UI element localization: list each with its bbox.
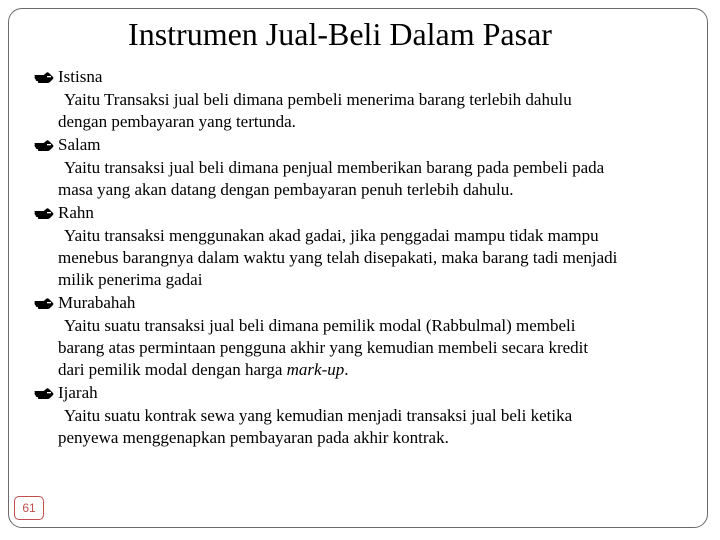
list-item-istisna — [34, 66, 694, 133]
hand-pointing-bullet-icon — [34, 296, 54, 310]
list-item-rahn — [34, 202, 694, 291]
list-item-heading: Murabahah — [58, 293, 136, 312]
page-number-badge: 61 — [14, 496, 44, 520]
hand-pointing-bullet-icon — [34, 138, 54, 152]
list-item-heading: Istisna — [58, 67, 103, 86]
list-item-description: Yaitu transaksi jual beli dimana penjual memberikan barang pada pembeli pada masa yang akan datang dengan pembayaran penuh terlebih dahulu. — [58, 158, 605, 199]
slide-title: Instrumen Jual-Beli Dalam Pasar — [128, 16, 552, 52]
list-item-description: Yaitu transaksi menggunakan akad gadai, jika penggadai mampu tidak mampu menebus barangnya dalam waktu yang telah disepakati, maka barang tadi menjadi milik penerima gadai — [58, 226, 618, 289]
instrument-list — [34, 66, 694, 450]
hand-pointing-bullet-icon — [34, 70, 54, 84]
list-item-salam — [34, 134, 694, 201]
list-item-murabahah — [34, 292, 694, 381]
list-item-ijarah — [34, 382, 694, 449]
list-item-heading: Ijarah — [58, 383, 98, 402]
list-item-heading: Salam — [58, 135, 101, 154]
list-item-description: Yaitu suatu transaksi jual beli dimana pemilik modal (Rabbulmal) membeli barang atas permintaan pengguna akhir yang kemudian membeli secara kredit dari pemilik modal dengan harga mark-up. — [58, 316, 589, 379]
list-item-description: Yaitu Transaksi jual beli dimana pembeli menerima barang terlebih dahulu dengan pembayaran yang tertunda. — [58, 90, 572, 131]
mark-up-term: mark-up — [286, 360, 345, 379]
hand-pointing-bullet-icon — [34, 386, 54, 400]
list-item-heading: Rahn — [58, 203, 94, 222]
hand-pointing-bullet-icon — [34, 206, 54, 220]
list-item-description: Yaitu suatu kontrak sewa yang kemudian menjadi transaksi jual beli ketika penyewa menggenapkan pembayaran pada akhir kontrak. — [58, 406, 573, 447]
